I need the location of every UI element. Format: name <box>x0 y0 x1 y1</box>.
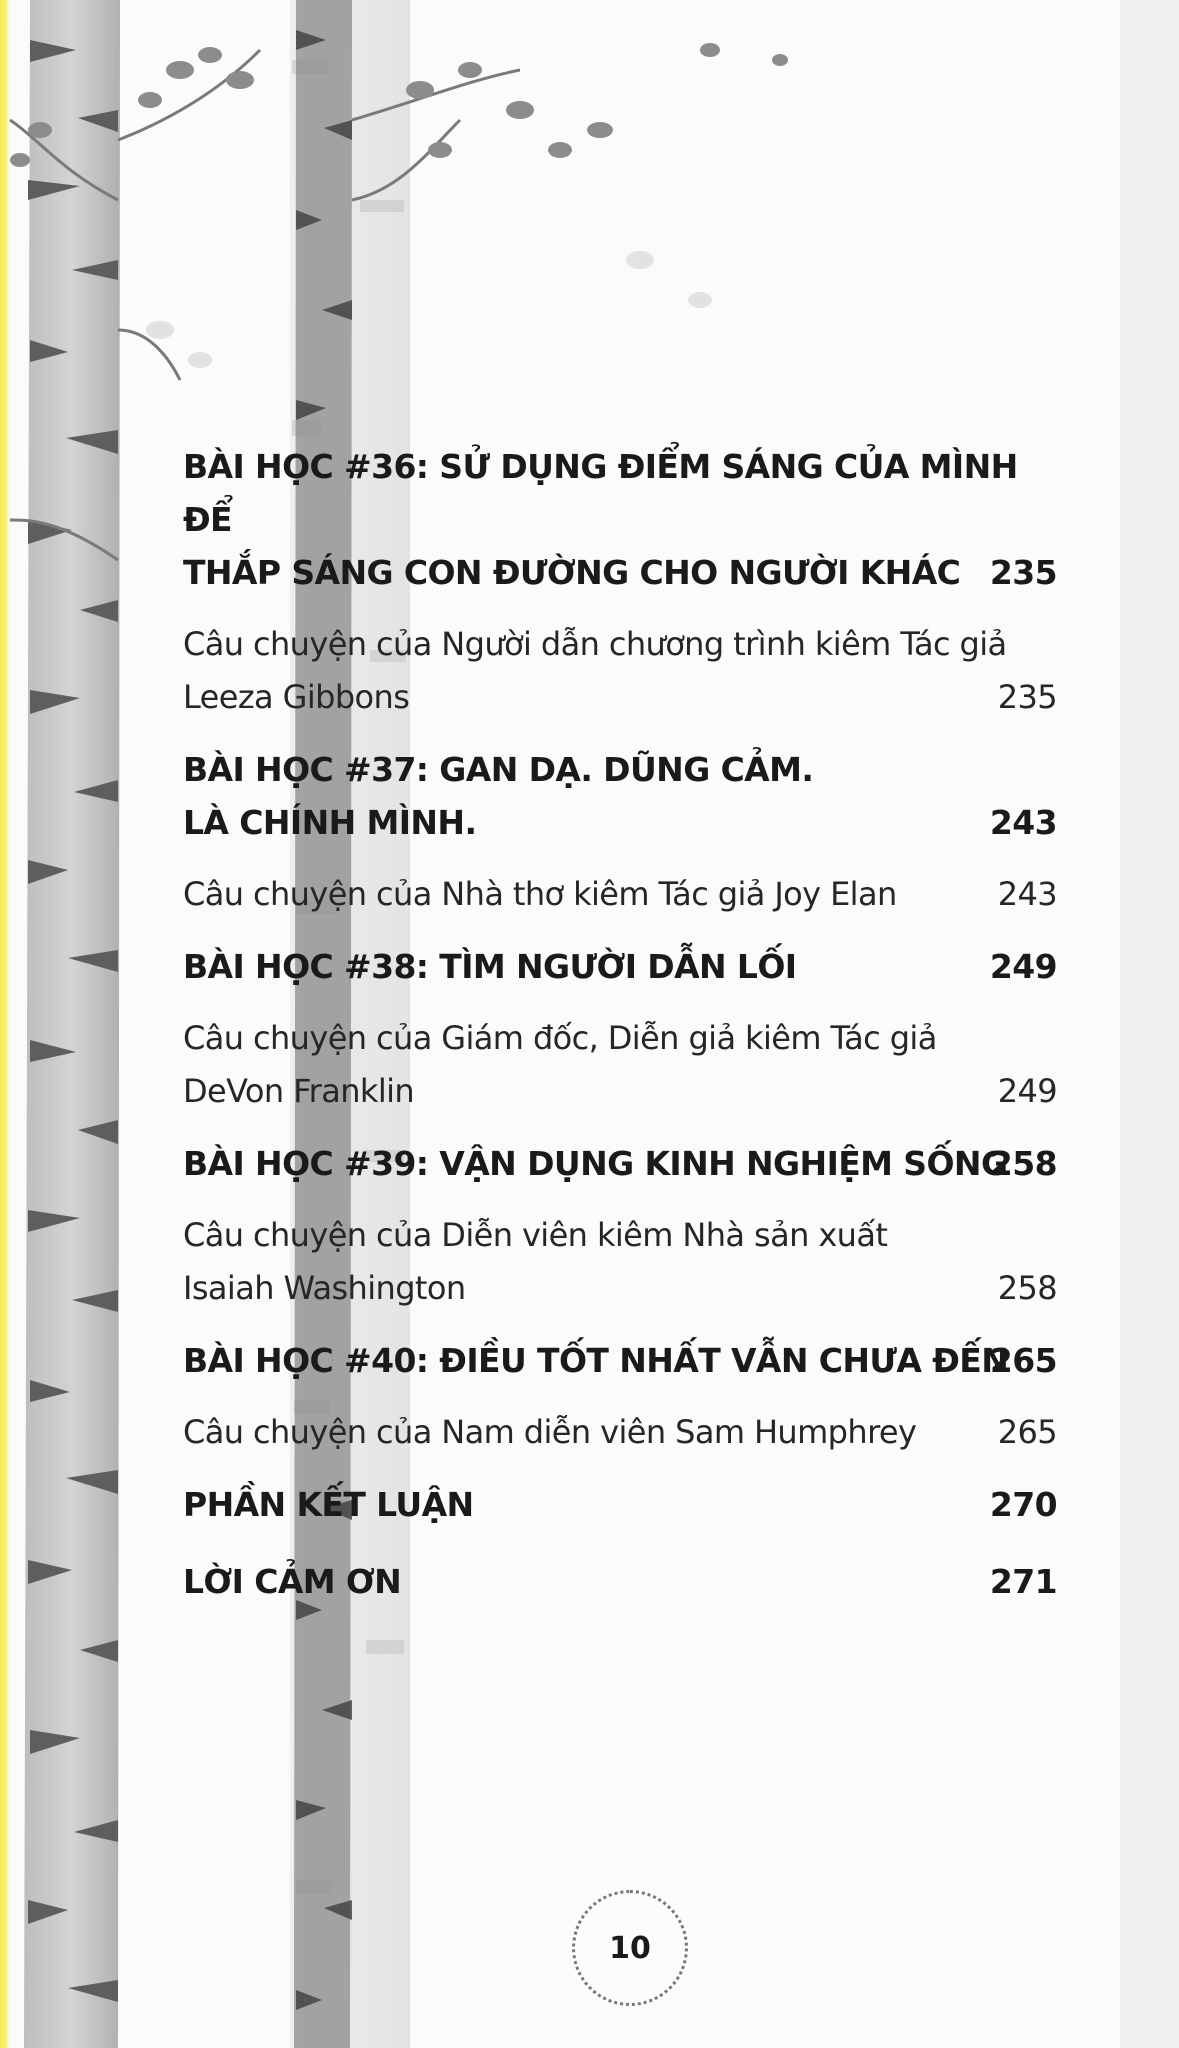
toc-story-line1: Câu chuyện của Người dẫn chương trình kiêm Tác giả <box>183 625 1007 663</box>
toc-page-number: 243 <box>989 803 1057 842</box>
toc-story-line1: Câu chuyện của Nhà thơ kiêm Tác giả Joy Elan <box>183 875 897 913</box>
toc-page-number: 258 <box>989 1144 1057 1183</box>
toc-story-line1: Câu chuyện của Giám đốc, Diễn giả kiêm Tác giả <box>183 1019 937 1057</box>
toc-conclusion-label: PHẦN KẾT LUẬN <box>183 1485 474 1524</box>
toc-story-line1: Câu chuyện của Diễn viên kiêm Nhà sản xuất <box>183 1216 888 1254</box>
toc-page-number: 249 <box>997 1072 1057 1110</box>
table-of-contents <box>183 440 1057 1608</box>
toc-story-line2: DeVon Franklin <box>183 1072 415 1110</box>
toc-lesson-37-line1: BÀI HỌC #37: GAN DẠ. DŨNG CẢM. <box>183 750 814 789</box>
toc-page-number: 265 <box>997 1413 1057 1451</box>
toc-page-number: 235 <box>997 678 1057 716</box>
toc-story-line2: Leeza Gibbons <box>183 678 410 716</box>
toc-story-line2: Isaiah Washington <box>183 1269 466 1307</box>
toc-entry-conclusion <box>183 1478 1057 1531</box>
toc-lesson-40-line1: BÀI HỌC #40: ĐIỀU TỐT NHẤT VẪN CHƯA ĐẾN <box>183 1341 1009 1380</box>
toc-entry-lesson-37 <box>183 743 1057 849</box>
toc-entry-lesson-39 <box>183 1137 1057 1190</box>
toc-entry-lesson-40 <box>183 1334 1057 1387</box>
toc-entry-story-leeza-gibbons <box>183 618 1057 724</box>
toc-entry-story-isaiah-washington <box>183 1209 1057 1315</box>
toc-entry-story-joy-elan <box>183 868 1057 921</box>
toc-entry-story-devon-franklin <box>183 1012 1057 1118</box>
toc-lesson-38-line1: BÀI HỌC #38: TÌM NGƯỜI DẪN LỐI <box>183 947 797 986</box>
toc-entry-acknowledgements <box>183 1555 1057 1608</box>
toc-page-number: 258 <box>997 1269 1057 1307</box>
toc-page-number: 265 <box>989 1341 1057 1380</box>
toc-lesson-36-line1: BÀI HỌC #36: SỬ DỤNG ĐIỂM SÁNG CỦA MÌNH ĐỂ <box>183 447 1018 539</box>
toc-entry-lesson-36 <box>183 440 1057 599</box>
toc-page-number: 270 <box>989 1485 1057 1524</box>
toc-entry-story-sam-humphrey <box>183 1406 1057 1459</box>
toc-lesson-37-line2: LÀ CHÍNH MÌNH. <box>183 803 477 842</box>
toc-lesson-36-line2: THẮP SÁNG CON ĐƯỜNG CHO NGƯỜI KHÁC <box>183 553 961 592</box>
page-number: 10 <box>609 1930 651 1966</box>
toc-page-number: 249 <box>989 947 1057 986</box>
toc-story-line1: Câu chuyện của Nam diễn viên Sam Humphrey <box>183 1413 917 1451</box>
page-number-badge <box>572 1890 688 2006</box>
toc-acknowledgements-label: LỜI CẢM ƠN <box>183 1562 402 1601</box>
toc-entry-lesson-38 <box>183 940 1057 993</box>
toc-page-number: 243 <box>997 875 1057 913</box>
toc-page-number: 235 <box>989 553 1057 592</box>
toc-page-number: 271 <box>989 1562 1057 1601</box>
toc-lesson-39-line1: BÀI HỌC #39: VẬN DỤNG KINH NGHIỆM SỐNG <box>183 1144 1008 1183</box>
